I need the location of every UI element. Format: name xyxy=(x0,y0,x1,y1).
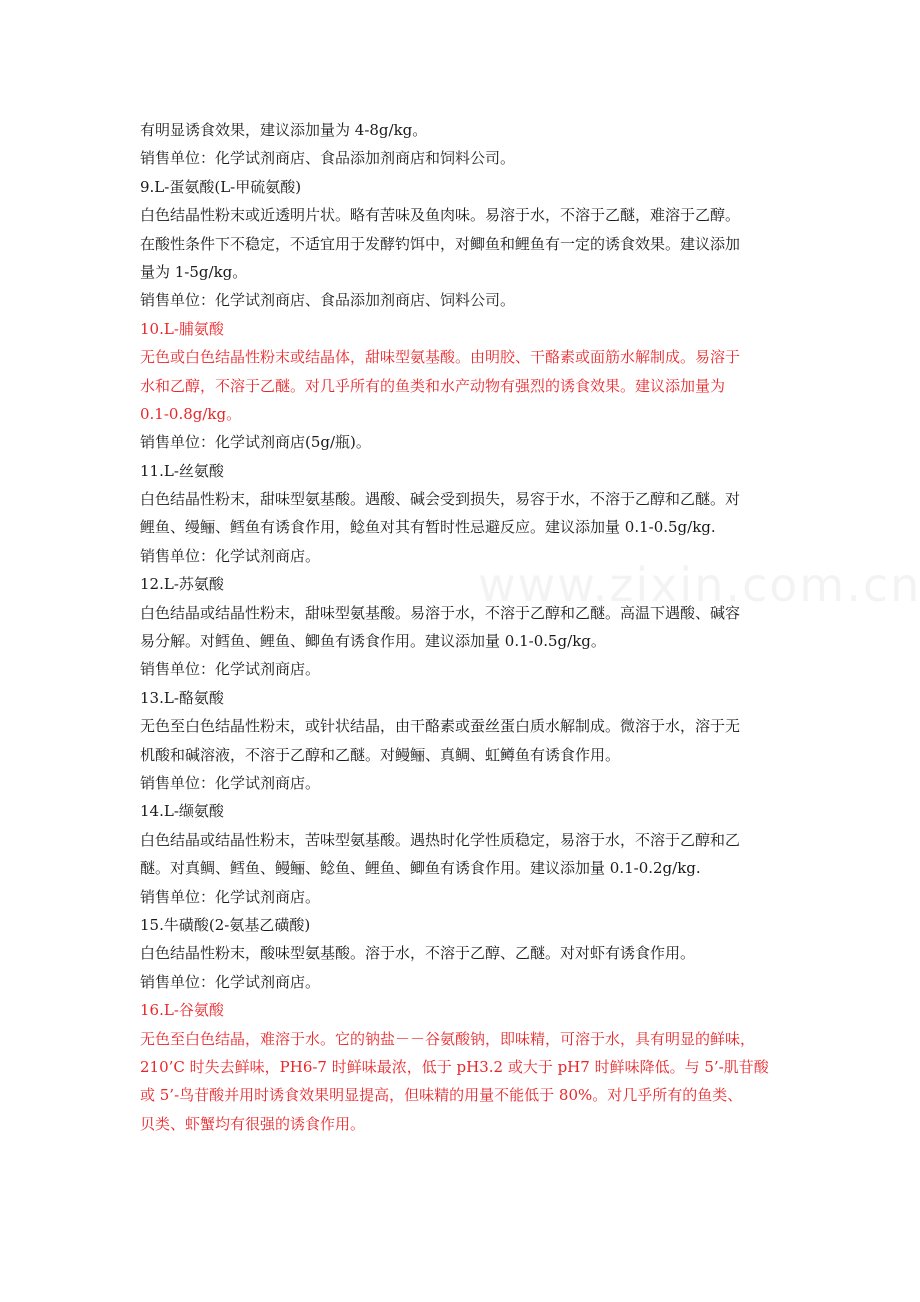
text-line: 白色结晶性粉末，酸味型氨基酸。溶于水，不溶于乙醇、乙醚。对对虾有诱食作用。 xyxy=(140,944,696,963)
text-line: 白色结晶性粉末或近透明片状。略有苦味及鱼肉味。易溶于水，不溶于乙醚，难溶于乙醇。 xyxy=(140,206,741,225)
text-line: 白色结晶性粉末，甜味型氨基酸。遇酸、碱会受到损失，易容于水，不溶于乙醇和乙醚。对 xyxy=(140,490,741,509)
text-line: 易分解。对鳕鱼、鲤鱼、鲫鱼有诱食作用。建议添加量 0.1-0.5g/kg。 xyxy=(140,632,606,651)
text-line: 量为 1-5g/kg。 xyxy=(140,262,248,281)
text-line: 销售单位：化学试剂商店。 xyxy=(140,660,321,679)
text-line: 15.牛磺酸(2-氨基乙磺酸) xyxy=(140,915,311,934)
text-line: 白色结晶或结晶性粉末，甜味型氨基酸。易溶于水，不溶于乙醇和乙醚。高温下遇酸、碱容 xyxy=(140,603,741,622)
text-line: 14.L-缬氨酸 xyxy=(140,802,224,821)
text-line: 无色至白色结晶性粉末，或针状结晶，由干酪素或蚕丝蛋白质水解制成。微溶于水，溶于无 xyxy=(140,717,741,736)
highlighted-text-line: 210’C 时失去鲜味，PH6-7 时鲜味最浓，低于 pH3.2 或大于 pH7 时鲜味降低。与 5’-肌苷酸 xyxy=(140,1057,769,1076)
text-line: 销售单位：化学试剂商店。 xyxy=(140,887,321,906)
highlighted-text-line: 或 5’-鸟苷酸并用时诱食效果明显提高，但味精的用量不能低于 80%。对几乎所有的鱼类、 xyxy=(140,1086,743,1105)
text-line: 销售单位：化学试剂商店、食品添加剂商店和饲料公司。 xyxy=(140,149,516,168)
highlighted-text-line: 10.L-脯氨酸 xyxy=(140,319,224,338)
text-line: 销售单位：化学试剂商店(5g/瓶)。 xyxy=(140,433,371,452)
highlighted-text-line: 贝类、虾蟹均有很强的诱食作用。 xyxy=(140,1114,366,1133)
text-line: 11.L-丝氨酸 xyxy=(140,461,224,480)
text-line: 白色结晶或结晶性粉末，苦味型氨基酸。遇热时化学性质稳定，易溶于水，不溶于乙醇和乙 xyxy=(140,830,741,849)
highlighted-text-line: 0.1-0.8g/kg。 xyxy=(140,404,242,423)
text-line: 销售单位：化学试剂商店。 xyxy=(140,546,321,565)
text-line: 在酸性条件下不稳定，不适宜用于发酵钓饵中，对鲫鱼和鲤鱼有一定的诱食效果。建议添加 xyxy=(140,234,741,253)
text-line: 有明显诱食效果，建议添加量为 4-8g/kg。 xyxy=(140,121,428,139)
text-line: 鲤鱼、缦鲡、鳕鱼有诱食作用，鲶鱼对其有暂时性忌避反应。建议添加量 0.1-0.5g/kg. xyxy=(140,518,716,537)
highlighted-text-line: 无色或白色结晶性粉末或结晶体，甜味型氨基酸。由明胶、干酪素或面筋水解制成。易溶于 xyxy=(140,348,741,367)
text-line: 销售单位：化学试剂商店、食品添加剂商店、饲料公司。 xyxy=(140,291,516,310)
text-line: 机酸和碱溶液，不溶于乙醇和乙醚。对鳗鲡、真鲷、虹鳟鱼有诱食作用。 xyxy=(140,745,621,764)
document-body xyxy=(140,116,800,1138)
highlighted-text-line: 水和乙醇，不溶于乙醚。对几乎所有的鱼类和水产动物有强烈的诱食效果。建议添加量为 xyxy=(140,376,726,395)
text-line: 9.L-蛋氨酸(L-甲硫氨酸) xyxy=(140,177,302,196)
highlighted-text-line: 16.L-谷氨酸 xyxy=(140,1001,224,1020)
highlighted-text-line: 无色至白色结晶，难溶于水。它的钠盐－－谷氨酸钠，即味精，可溶于水，具有明显的鲜味， xyxy=(140,1029,756,1048)
text-line: 销售单位：化学试剂商店。 xyxy=(140,972,321,991)
text-line: 13.L-酪氨酸 xyxy=(140,688,224,707)
text-line: 12.L-苏氨酸 xyxy=(140,575,224,594)
text-line: 醚。对真鲷、鳕鱼、鳗鲡、鲶鱼、鲤鱼、鲫鱼有诱食作用。建议添加量 0.1-0.2g/kg. xyxy=(140,859,701,878)
text-line: 销售单位：化学试剂商店。 xyxy=(140,773,321,792)
